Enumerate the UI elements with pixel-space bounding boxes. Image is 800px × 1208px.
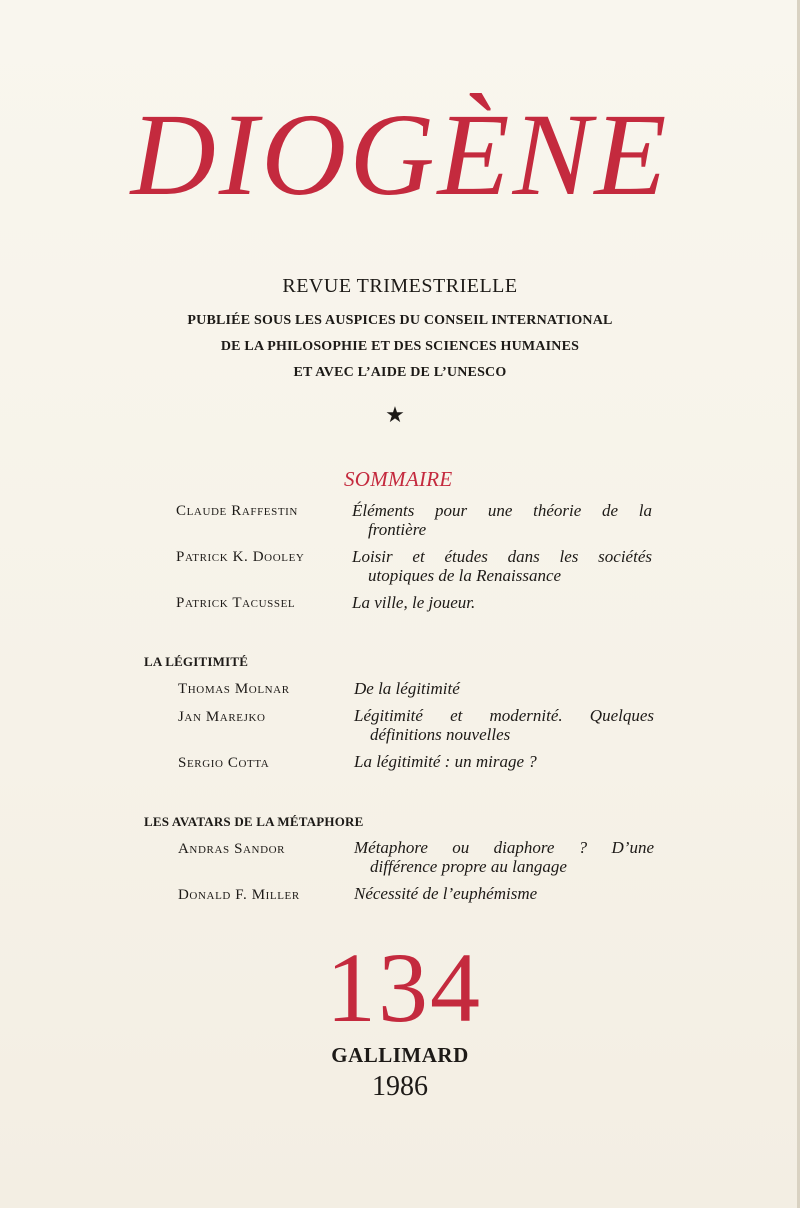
toc-author: Thomas Molnar: [178, 681, 290, 697]
toc-article-title: [354, 679, 654, 698]
publication-line-1: PUBLIÉE SOUS LES AUSPICES DU CONSEIL INTERNATIONAL: [187, 313, 613, 328]
toc-article-title: [354, 884, 654, 903]
toc-author: Patrick Tacussel: [176, 595, 296, 611]
toc-title-line: utopiques de la Renaissance: [368, 566, 562, 585]
toc-title-line: frontière: [368, 520, 427, 539]
toc-article-title: [352, 593, 652, 612]
publication-line-3: ET AVEC L’AIDE DE L’UNESCO: [293, 365, 507, 380]
toc-author: Jan Marejko: [178, 709, 266, 725]
publication-year: 1986: [372, 1071, 428, 1102]
issue-number: 134: [326, 932, 482, 1043]
toc-author: Donald F. Miller: [178, 887, 300, 903]
toc-title-line: Légitimité et modernité. Quelques: [354, 706, 654, 725]
toc-title-line: Métaphore ou diaphore ? D’une: [354, 838, 654, 857]
toc-title-line: Loisir et études dans les sociétés: [352, 547, 652, 566]
toc-title-line: La légitimité : un mirage ?: [354, 752, 537, 771]
toc-title-line: Nécessité de l’euphémisme: [354, 884, 538, 903]
toc-author: Andras Sandor: [178, 841, 286, 857]
toc-article-title: [352, 501, 652, 539]
toc-article-title: [354, 752, 654, 771]
toc-title-line: définitions nouvelles: [370, 725, 511, 744]
journal-subtitle: REVUE TRIMESTRIELLE: [282, 275, 518, 297]
contents-heading: SOMMAIRE: [344, 467, 453, 491]
toc-article-title: [354, 706, 654, 744]
journal-title: DIOGÈNE: [130, 89, 670, 220]
toc-title-line: La ville, le joueur.: [352, 593, 476, 612]
star-ornament-icon: ★: [385, 402, 405, 427]
toc-author: Patrick K. Dooley: [176, 549, 305, 565]
toc-article-title: [354, 838, 654, 876]
toc-author: Sergio Cotta: [178, 755, 270, 771]
toc-title-line: De la légitimité: [354, 679, 460, 698]
toc-title-line: Éléments pour une théorie de la: [352, 501, 652, 520]
toc-title-line: différence propre au langage: [370, 857, 567, 876]
toc-author: Claude Raffestin: [176, 503, 298, 519]
publication-line-2: DE LA PHILOSOPHIE ET DES SCIENCES HUMAINES: [220, 339, 580, 354]
section-heading: LES AVATARS DE LA MÉTAPHORE: [144, 814, 364, 829]
publisher-name: GALLIMARD: [331, 1043, 469, 1067]
section-heading: LA LÉGITIMITÉ: [144, 654, 249, 669]
toc-article-title: [352, 547, 652, 585]
